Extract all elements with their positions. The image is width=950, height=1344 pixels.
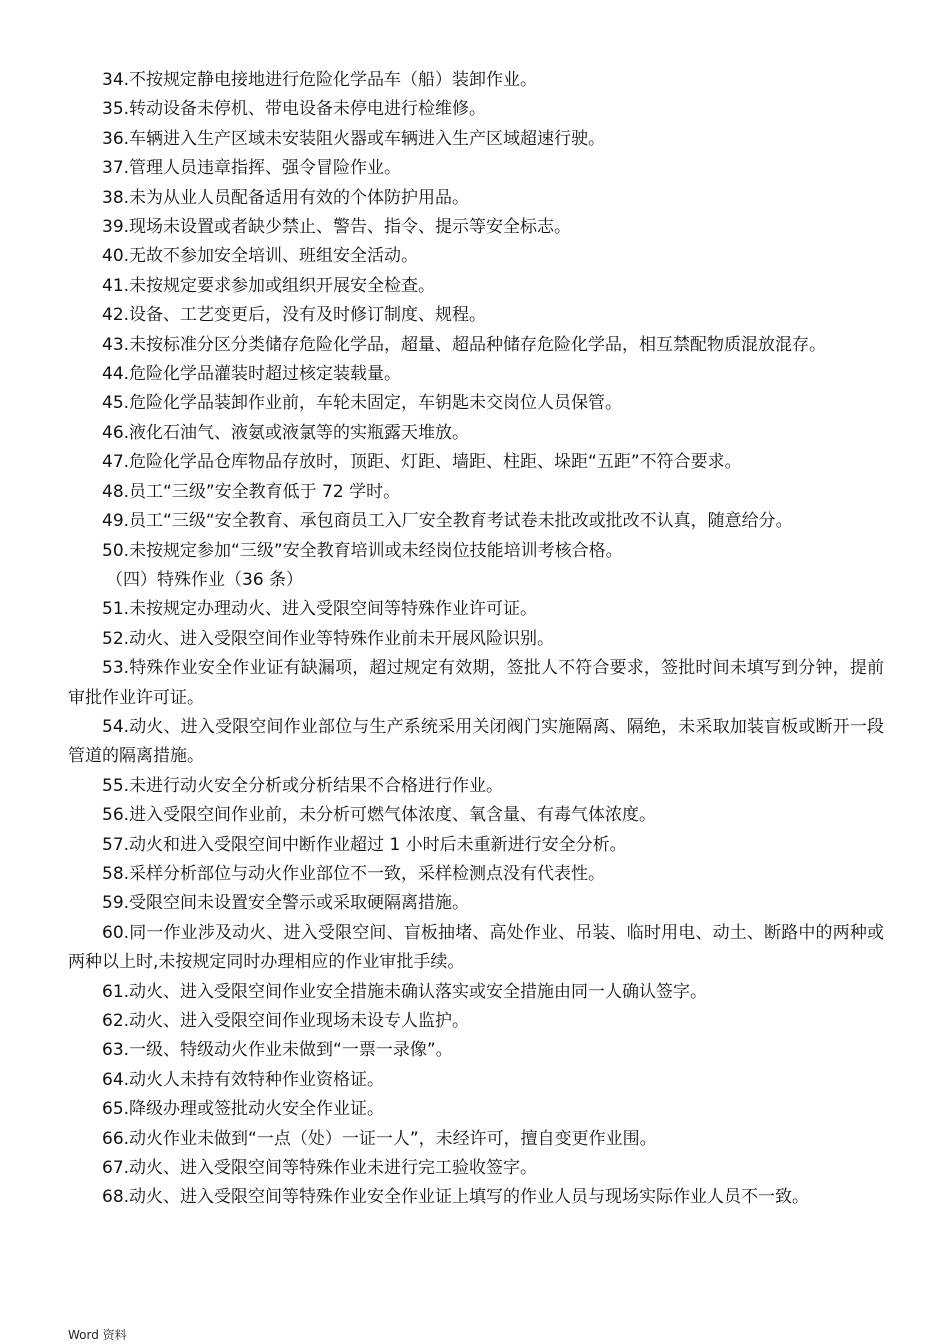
list-item: 36.车辆进入生产区域未安装阻火器或车辆进入生产区域超速行驶。 xyxy=(102,128,606,149)
list-item: 60.同一作业涉及动火、进入受限空间、盲板抽堵、高处作业、吊装、临时用电、动土、断路中的两种或两种以上时,未按规定同时办理相应的作业审批手续。 xyxy=(68,922,884,973)
list-item: 35.转动设备未停机、带电设备未停电进行检维修。 xyxy=(102,99,487,120)
list-item: 44.危险化学品灌装时超过核定装载量。 xyxy=(102,364,402,385)
list-item: 56.进入受限空间作业前，未分析可燃气体浓度、氧含量、有毒气体浓度。 xyxy=(102,805,657,826)
list-item: 58.采样分析部位与动火作业部位不一致，采样检测点没有代表性。 xyxy=(102,863,606,884)
list-item: 43.未按标准分区分类储存危险化学品，超量、超品种储存危险化学品，相互禁配物质混放混存。 xyxy=(102,334,827,355)
list-item: 64.动火人未持有效特种作业资格证。 xyxy=(102,1069,385,1090)
list-item: 47.危险化学品仓库物品存放时，顶距、灯距、墙距、柱距、垛距“五距”不符合要求。 xyxy=(102,452,742,473)
list-item: 61.动火、进入受限空间作业安全措施未确认落实或安全措施由同一人确认签字。 xyxy=(102,981,708,1002)
list-item: 42.设备、工艺变更后，没有及时修订制度、规程。 xyxy=(102,305,487,326)
list-item: 63.一级、特级动火作业未做到“一票一录像”。 xyxy=(102,1040,453,1061)
list-item: 57.动火和进入受限空间中断作业超过 1 小时后未重新进行安全分析。 xyxy=(102,834,627,855)
list-item: 38.未为从业人员配备适用有效的个体防护用品。 xyxy=(102,187,470,208)
list-item: 46.液化石油气、液氨或液氯等的实瓶露天堆放。 xyxy=(102,422,470,443)
list-item: 62.动火、进入受限空间作业现场未设专人监护。 xyxy=(102,1011,470,1031)
list-item: 52.动火、进入受限空间作业等特殊作业前未开展风险识别。 xyxy=(102,628,555,649)
list-item: 40.无故不参加安全培训、班组安全活动。 xyxy=(102,246,419,267)
list-item: 37.管理人员违章指挥、强令冒险作业。 xyxy=(102,158,402,179)
list-item: 48.员工“三级”安全教育低于 72 学时。 xyxy=(102,481,401,502)
list-item: 41.未按规定要求参加或组织开展安全检查。 xyxy=(102,275,436,296)
list-item: 53.特殊作业安全作业证有缺漏项，超过规定有效期，签批人不符合要求，签批时间未填写到分钟，提前审批作业许可证。 xyxy=(68,658,884,708)
section-heading: （四）特殊作业（36 条） xyxy=(106,569,304,590)
list-item: 39.现场未设置或者缺少禁止、警告、指令、提示等安全标志。 xyxy=(102,217,572,238)
list-item: 67.动火、进入受限空间等特殊作业未进行完工验收签字。 xyxy=(102,1158,538,1179)
list-item: 65.降级办理或签批动火安全作业证。 xyxy=(102,1099,385,1120)
list-item: 54.动火、进入受限空间作业部位与生产系统采用关闭阀门实施隔离、隔绝，未采取加装盲板或断开一段管道的隔离措施。 xyxy=(68,716,884,767)
list-item: 49.员工“三级“安全教育、承包商员工入厂安全教育考试卷未批改或批改不认真，随意给分。 xyxy=(102,511,793,532)
list-item: 59.受限空间未设置安全警示或采取硬隔离措施。 xyxy=(102,893,470,914)
list-item: 51.未按规定办理动火、进入受限空间等特殊作业许可证。 xyxy=(102,599,538,620)
list-item: 68.动火、进入受限空间等特殊作业安全作业证上填写的作业人员与现场实际作业人员不一致。 xyxy=(102,1187,810,1208)
list-item: 66.动火作业未做到“一点（处）一证一人”，未经许可，擅自变更作业围。 xyxy=(102,1128,657,1149)
list-item: 50.未按规定参加“三级”安全教育培训或未经岗位技能培训考核合格。 xyxy=(102,540,623,561)
page-footer: Word 资料 xyxy=(68,1328,127,1342)
list-item: 55.未进行动火安全分析或分析结果不合格进行作业。 xyxy=(102,775,504,796)
document-body xyxy=(68,66,884,1213)
list-item: 45.危险化学品装卸作业前，车轮未固定，车钥匙未交岗位人员保管。 xyxy=(102,393,623,414)
list-item: 34.不按规定静电接地进行危险化学品车（船）装卸作业。 xyxy=(102,70,538,90)
